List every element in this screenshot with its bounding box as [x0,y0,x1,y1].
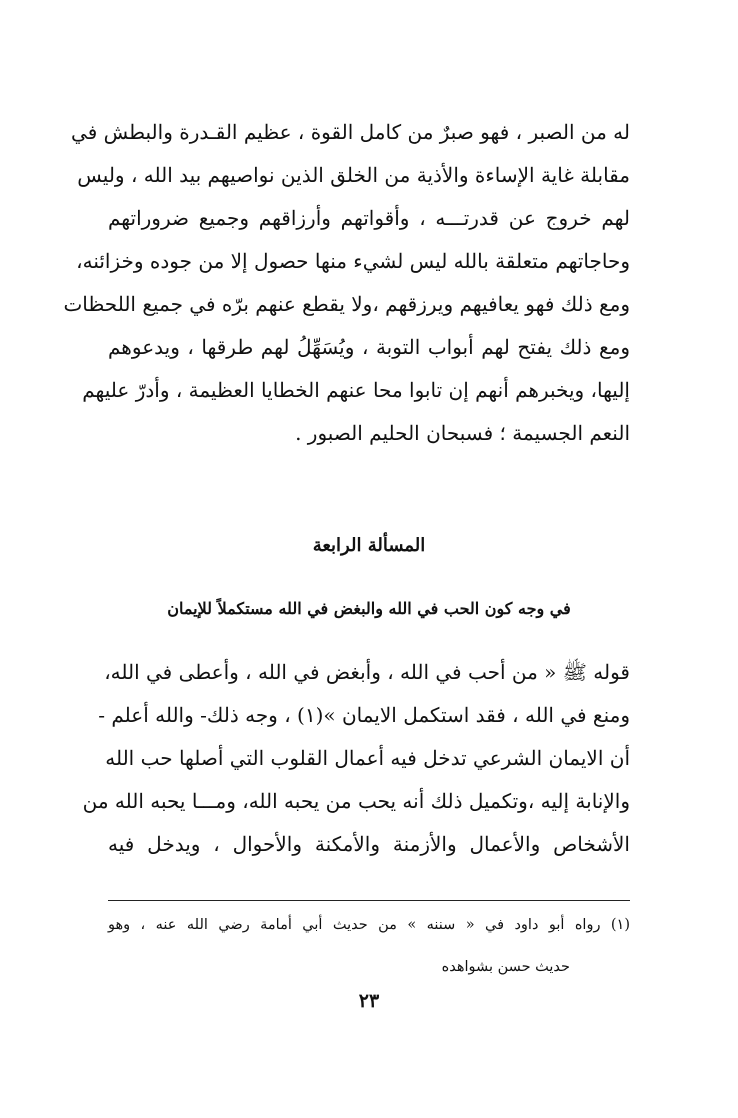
text-line: أن الايمان الشرعي تدخل فيه أعمال القلوب التي أصلها حب الله [105,746,630,770]
text-line: وحاجاتهم متعلقة بالله ليس لشيء منها حصول إلا من جوده وخزائنه، [76,249,630,273]
text-line: ومع ذلك يفتح لهم أبواب التوبة ، ويُسَهِّلُ لهم طرقها ، ويدعوهم [108,335,630,359]
text-line: إليها، ويخبرهم أنهم إن تابوا محا عنهم الخطايا العظيمة ، وأدرّ عليهم [82,378,630,402]
text-line: قوله ﷺ « من أحب في الله ، وأبغض في الله ، وأعطى في الله، [104,660,630,684]
text-line: الأشخاص والأعمال والأزمنة والأمكنة والأحوال ، ويدخل فيه [108,832,630,856]
text-line: لهم خروج عن قدرتـــه ، وأقواتهم وأرزاقهم وجميع ضروراتهم [108,206,630,230]
section-subheading: في وجه كون الحب في الله والبغض في الله مستكملاً للإيمان [167,599,571,618]
text-line: والإنابة إليه ،وتكميل ذلك أنه يحب من يحبه الله، ومـــا يحبه الله من [82,789,630,813]
text-line: ومنع في الله ، فقد استكمل الايمان »(١) ، وجه ذلك- والله أعلم - [98,703,630,727]
text-line: النعم الجسيمة ؛ فسبحان الحليم الصبور . [295,421,630,445]
text-line: ومع ذلك فهو يعافيهم ويرزقهم ،ولا يقطع عنهم برّه في جميع اللحظات [63,292,630,316]
section-heading: المسألة الرابعة [312,535,426,556]
text-line: مقابلة غاية الإساءة والأذية من الخلق الذين نواصيهم بيد الله ، وليس [77,163,630,187]
page-number: ٢٣ [358,990,380,1012]
footnote-divider [108,900,630,901]
footnote-line: (١) رواه أبو داود في « سننه » من حديث أبي أمامة رضي الله عنه ، وهو [108,917,630,933]
footnote-line: حديث حسن بشواهده [441,959,570,975]
text-line: له من الصبر ، فهو صبرٌ من كامل القوة ، عظيم القـدرة والبطش في [71,120,630,144]
